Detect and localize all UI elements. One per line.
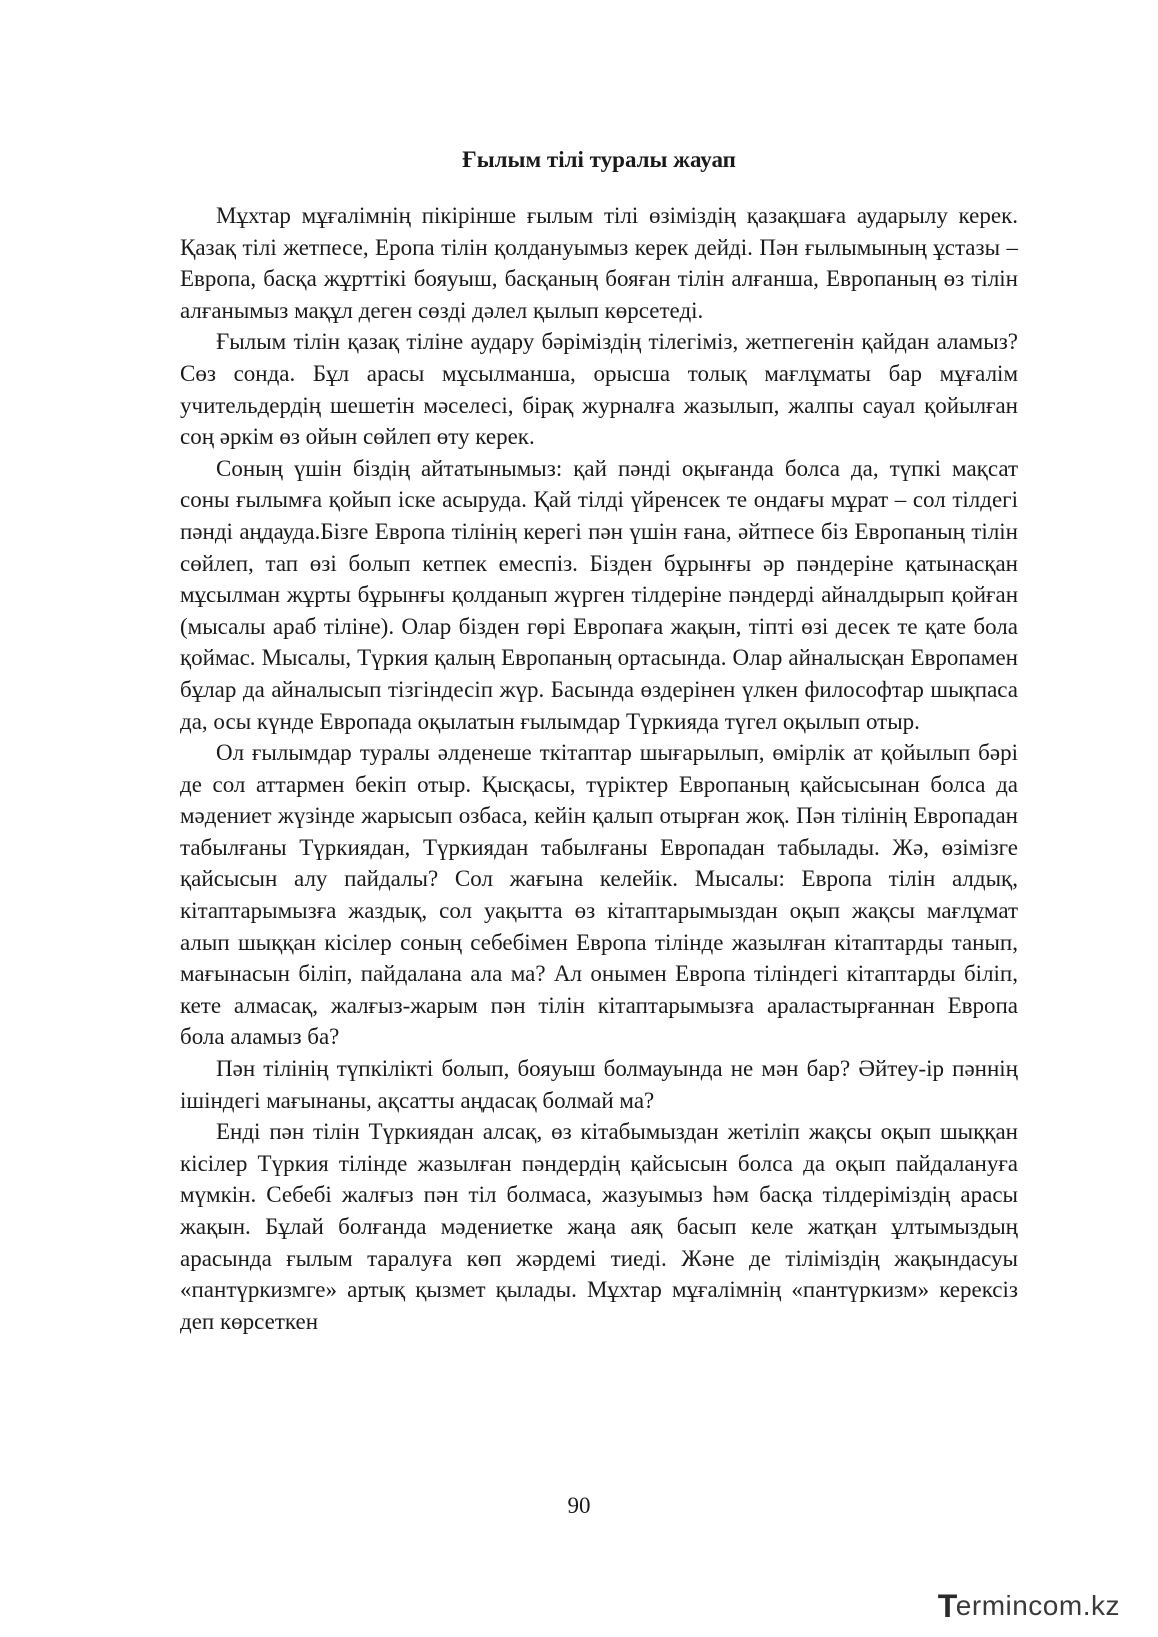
paragraph: Ғылым тілін қазақ тіліне аудару бәріміздің тілегіміз, жетпегенін қайдан аламыз? Сөз сонда. Бұл арасы мұсылманша, орысша толық мағлұматы бар мұғалім учительдердің шешетін мәселесі, бірақ журналға жазылып, жалпы сауал қойылған соң әркім өз ойын сөйлеп өту керек. (180, 329, 1018, 450)
watermark-mark: T (937, 1587, 958, 1624)
paragraph: Енді пән тілін Түркиядан алсақ, өз кітабымыздан жетіліп жақсы оқып шыққан кісілер Түркия тілінде жазылған пәндердің қайсысын болса да оқып пайдалануға мүмкін. Себебі жалғыз пән тіл болмаса, жазуымыз һәм басқа тілдеріміздің арасы жақын. Бұлай болғанда мәдениетке жаңа аяқ басып келе жатқан ұлтымыздың арасында ғылым таралуға көп жәрдемі тиеді. Және де тіліміздің жақындасуы «пантүркизмге» артық қызмет қылады. Мұхтар мұғалімнің «пантүркизм» керексіз деп көрсеткен (180, 1119, 1018, 1334)
paragraph: Соның үшін біздің айтатынымыз: қай пәнді оқығанда болса да, түпкі мақсат соны ғылымға қойып іске асыруда. Қай тілді үйренсек те ондағы мұрат – сол тілдегі пәнді аңдауда.Бізге Европа тілінің керегі пән үшін ғана, әйтпесе біз Европаның тілін сөйлеп, тап өзі болып кетпек емеспіз. Бізден бұрынғы әр пәндеріне қатынасқан мұсылман жұрты бұрынғы қолданып жүрген тілдеріне пәндерді айналдырып қойған (мысалы араб тіліне). Олар бізден гөрі Европаға жақын, тіпті өзі десек те қате бола қоймас. Мысалы, Түркия қалың Европаның ортасында. Олар айналысқан Европамен бұлар да айналысып тізгіндесіп жүр. Басында өздерінен үлкен философтар шықпаса да, осы күнде Европада оқылатын ғылымдар Түркияда түгел оқылып отыр. (180, 455, 1018, 734)
watermark-text: ermincom.kz (955, 1590, 1120, 1621)
watermark-logo (938, 1586, 1120, 1626)
paragraph: Мұхтар мұғалімнің пікірінше ғылым тілі өзіміздің қазақшаға аударылу керек. Қазақ тілі жетпесе, Еропа тілін қолдануымыз керек дейді. Пән ғылымының ұстазы – Европа, басқа жұрттікі бояуыш, басқаның бояған тілін алғанша, Европаның өз тілін алғанымыз мақұл деген сөзді дәлел қылып көрсетеді. (180, 203, 1018, 323)
paragraph: Пән тілінің түпкілікті болып, бояуыш болмауында не мән бар? Әйтеу-ір пәннің ішіндегі мағынаны, ақсатты аңдасақ болмай ма? (180, 1056, 1018, 1113)
paragraph: Ол ғылымдар туралы әлденеше ткітаптар шығарылып, өмірлік ат қойылып бәрі де сол аттармен бекіп отыр. Қысқасы, түріктер Европаның қайсысынан болса да мәдениет жүзінде жарысып озбаса, кейін қалып отырған жоқ. Пән тілінің Европадан табылғаны Түркиядан, Түркиядан табылғаны Европадан табылады. Жә, өзімізге қайсысын алу пайдалы? Сол жағына келейік. Мысалы: Европа тілін алдық, кітаптарымызға жаздық, сол уақытта өз кітаптарымыздан оқып жақсы мағлұмат алып шыққан кісілер соның себебімен Европа тілінде жазылған кітаптарды танып, мағынасын біліп, пайдалана ала ма? Ал онымен Европа тіліндегі кітаптарды біліп, кете алмасақ, жалғыз-жарым пән тілін кітаптарымызға араластырғаннан Европа бола аламыз ба? (180, 740, 1018, 1050)
page-number: 90 (567, 1493, 591, 1518)
document-page (180, 146, 1018, 1337)
document-title: Ғылым тілі туралы жауап (462, 147, 736, 172)
document-body (180, 200, 1018, 1337)
